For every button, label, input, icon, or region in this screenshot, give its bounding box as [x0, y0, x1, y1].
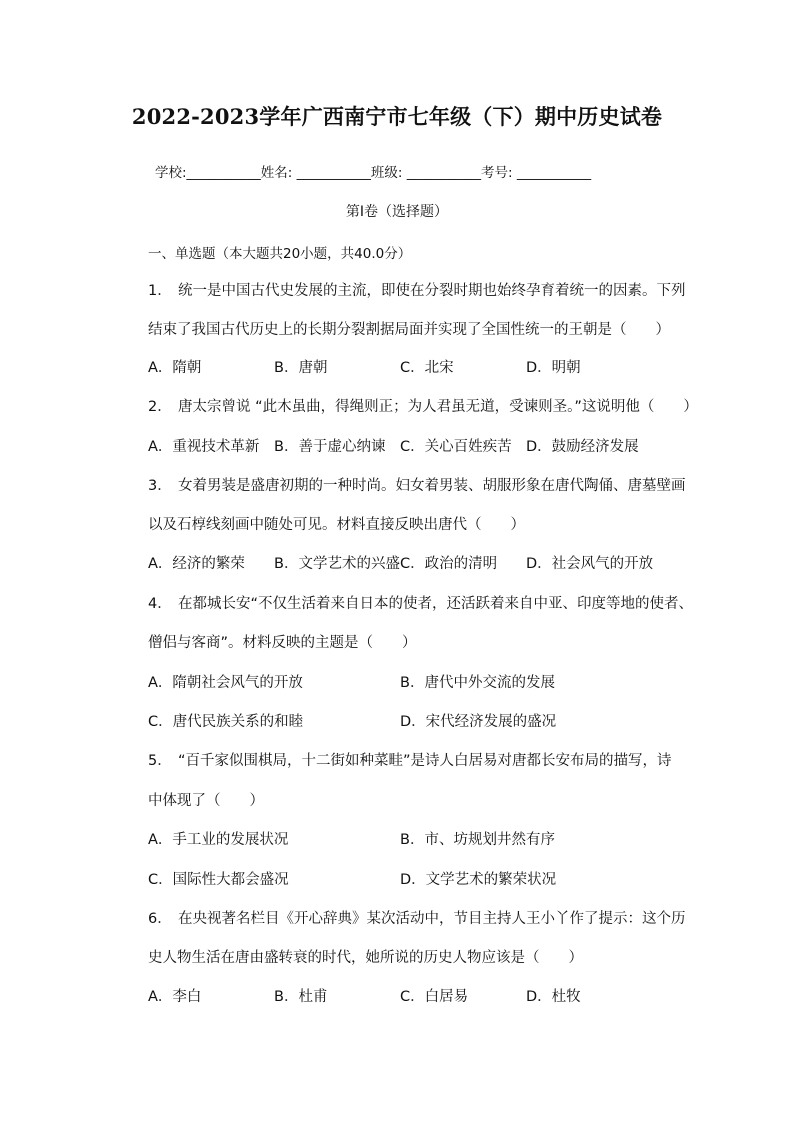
question-5-option-d: D．文学艺术的繁荣状况	[400, 872, 557, 888]
question-3-option-d: D．社会风气的开放	[526, 556, 654, 572]
question-number: 6．	[148, 911, 172, 927]
question-4-line-1	[148, 594, 693, 614]
question-number: 5．	[148, 753, 172, 769]
question-5-option-b: B．市、坊规划井然有序	[400, 832, 555, 848]
question-1-line-1	[148, 281, 686, 301]
question-3-option-b: B．文学艺术的兴盛	[274, 556, 400, 572]
question-5-line-2: 中体现了（ ）	[148, 793, 264, 809]
question-text: 唐太宗曾说 “此木虽曲，得绳则正；为人君虽无道，受谏则圣。”这说明他（ ）	[178, 399, 698, 415]
question-2-option-c: C．关心百姓疾苦	[400, 439, 512, 455]
question-number: 2．	[148, 399, 172, 415]
question-2-option-a: A．重视技术革新	[148, 439, 260, 455]
part-heading: 一、单选题（本大题共20小题，共40.0分）	[148, 246, 412, 262]
question-6-line-2: 史人物生活在唐由盛转衰的时代，她所说的历史人物应该是（ ）	[148, 950, 583, 966]
question-3-line-1	[148, 476, 686, 496]
question-text: 在都城长安“不仅生活着来自日本的使者，还活跃着来自中亚、印度等地的使者、	[178, 596, 694, 612]
question-2-option-b: B．善于虚心纳谏	[274, 439, 386, 455]
question-5-option-c: C．国际性大都会盛况	[148, 872, 289, 888]
question-6-option-c: C．白居易	[400, 989, 469, 1005]
question-6-option-d: D．杜牧	[526, 989, 581, 1005]
question-text: 统一是中国古代史发展的主流，即使在分裂时期也始终孕育着统一的因素。下列	[178, 283, 686, 299]
question-4-option-a: A．隋朝社会风气的开放	[148, 675, 303, 691]
section-heading: 第Ⅰ卷（选择题）	[345, 204, 449, 220]
question-text: 女着男装是盛唐初期的一种时尚。妇女着男装、胡服形象在唐代陶俑、唐墓壁画	[178, 478, 686, 494]
question-4-option-d: D．宋代经济发展的盛况	[400, 714, 557, 730]
question-4-option-b: B．唐代中外交流的发展	[400, 675, 555, 691]
question-4-line-2: 僧侣与客商”。材料反映的主题是（ ）	[148, 635, 417, 651]
question-number: 1．	[148, 283, 172, 299]
exam-title: 2022-2023学年广西南宁市七年级（下）期中历史试卷	[131, 104, 663, 129]
question-3-option-a: A．经济的繁荣	[148, 556, 245, 572]
question-4-option-c: C．唐代民族关系的和睦	[148, 714, 304, 730]
question-3-option-c: C．政治的清明	[400, 556, 498, 572]
question-5-option-a: A．手工业的发展状况	[148, 832, 289, 848]
question-6-option-a: A．李白	[148, 989, 202, 1005]
question-1-option-b: B．唐朝	[274, 360, 328, 376]
question-2-line-1	[148, 397, 698, 417]
question-2-option-d: D．鼓励经济发展	[526, 439, 639, 455]
question-1-option-a: A．隋朝	[148, 360, 202, 376]
student-info-line: 学校:___________姓名: ___________班级: ___________考号: ___________	[155, 165, 592, 181]
question-5-line-1	[148, 751, 672, 771]
question-text: 在央视著名栏目《开心辞典》某次活动中，节目主持人王小丫作了提示：这个历	[178, 911, 686, 927]
question-3-line-2: 以及石椁线刻画中随处可见。材料直接反映出唐代（ ）	[148, 517, 525, 533]
question-1-option-c: C．北宋	[400, 360, 454, 376]
question-text: “百千家似围棋局，十二街如种菜畦”是诗人白居易对唐都长安布局的描写，诗	[178, 753, 672, 769]
question-1-line-2: 结束了我国古代历史上的长期分裂割据局面并实现了全国性统一的王朝是（ ）	[148, 322, 670, 338]
question-1-option-d: D．明朝	[526, 360, 581, 376]
question-number: 3．	[148, 478, 172, 494]
question-6-option-b: B．杜甫	[274, 989, 328, 1005]
question-6-line-1	[148, 909, 686, 929]
question-number: 4．	[148, 596, 172, 612]
